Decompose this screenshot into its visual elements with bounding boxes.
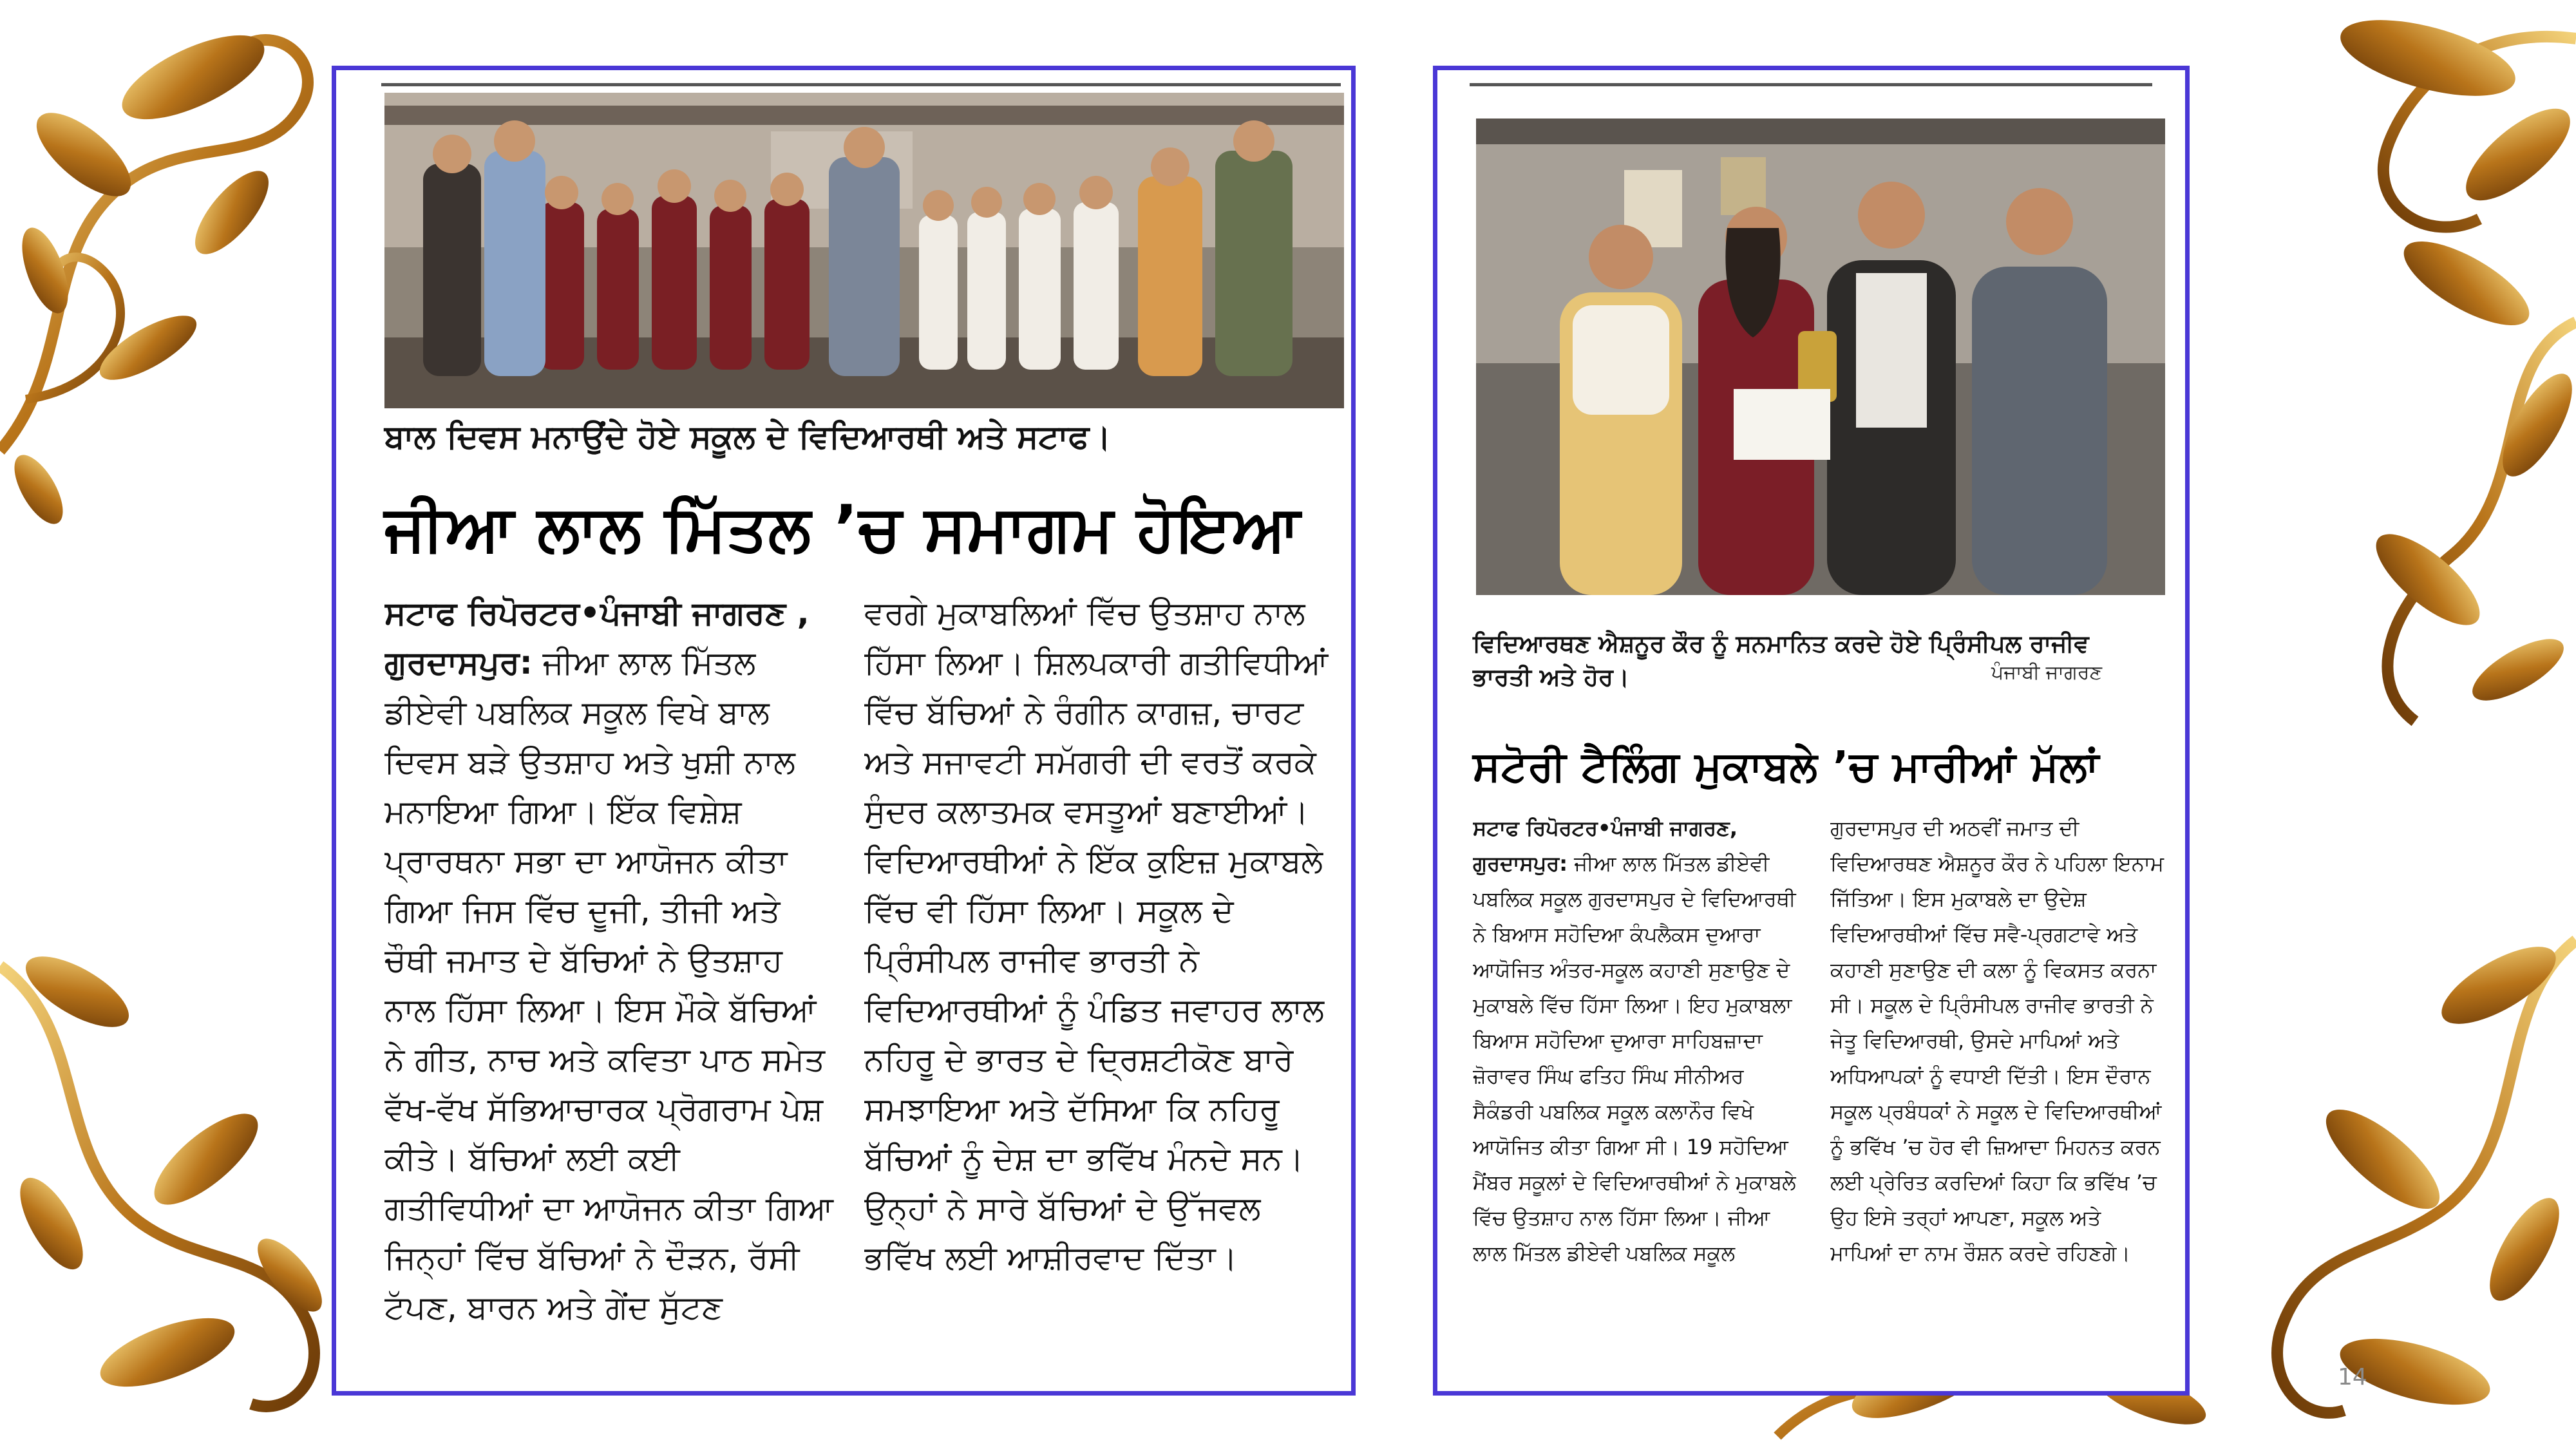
top-rule — [381, 83, 1341, 86]
children-day-group-photo — [384, 93, 1344, 408]
article-column-2 — [864, 589, 1334, 1387]
newspaper-clipping-children-day — [332, 66, 1356, 1396]
floral-ornament-bottom-left — [0, 889, 361, 1449]
article-byline: ਸਟਾਫ ਰਿਪੋਰਟਰ•ਪੰਜਾਬੀ ਜਾਗਰਣ, ਗੁਰਦਾਸਪੁਰ: — [1473, 816, 1738, 876]
article-text-column-1: ਜੀਆ ਲਾਲ ਮਿੱਤਲ ਡੀਏਵੀ ਪਬਲਿਕ ਸਕੂਲ ਵਿਖੇ ਬਾਲ ਦਿਵਸ ਬੜੇ ਉਤਸ਼ਾਹ ਅਤੇ ਖੁਸ਼ੀ ਨਾਲ ਮਨਾਇਆ ਗਿਆ। ਇੱਕ ਵਿਸ਼ੇਸ਼ ਪ੍ਰਾਰਥਨਾ ਸਭਾ ਦਾ ਆਯੋਜਨ ਕੀਤਾ ਗਿਆ ਜਿਸ ਵਿੱਚ ਦੂਜੀ, ਤੀਜੀ ਅਤੇ ਚੌਥੀ ਜਮਾਤ ਦੇ ਬੱਚਿਆਂ ਨੇ ਉਤਸ਼ਾਹ ਨਾਲ ਹਿੱਸਾ ਲਿਆ। ਇਸ ਮੌਕੇ ਬੱਚਿਆਂ ਨੇ ਗੀਤ, ਨਾਚ ਅਤੇ ਕਵਿਤਾ ਪਾਠ ਸਮੇਤ ਵੱਖ-ਵੱਖ ਸੱਭਿਆਚਾਰਕ ਪ੍ਰੋਗਰਾਮ ਪੇਸ਼ ਕੀਤੇ। ਬੱਚਿਆਂ ਲਈ ਕਈ ਗਤੀਵਿਧੀਆਂ ਦਾ ਆਯੋਜਨ ਕੀਤਾ ਗਿਆ ਜਿਨ੍ਹਾਂ ਵਿੱਚ ਬੱਚਿਆਂ ਨੇ ਦੌੜਨ, ਰੱਸੀ ਟੱਪਣ, ਬਾਰਨ ਅਤੇ ਗੇਂਦ ਸੁੱਟਣ — [384, 644, 834, 1326]
article-column-1 — [384, 589, 835, 1387]
newspaper-clipping-story-telling — [1433, 66, 2190, 1396]
floral-ornament-bottom-right — [2190, 889, 2576, 1449]
article-byline: ਸਟਾਫ ਰਿਪੋਰਟਰ•ਪੰਜਾਬੀ ਜਾਗਰਣ , ਗੁਰਦਾਸਪੁਰ: — [384, 594, 810, 681]
slide-page-number: 14 — [2338, 1364, 2367, 1390]
article-column-2 — [1830, 811, 2165, 1390]
photo-credit: ਪੰਜਾਬੀ ਜਾਗਰਣ — [1991, 661, 2102, 684]
article-column-1 — [1473, 811, 1808, 1390]
photo-caption: ਵਿਦਿਆਰਥਣ ਐਸ਼ਨੂਰ ਕੌਰ ਨੂੰ ਸਨਮਾਨਿਤ ਕਰਦੇ ਹੋਏ ਪ੍ਰਿੰਸੀਪਲ ਰਾਜੀਵ ਭਾਰਤੀ ਅਤੇ ਹੋਰ। — [1473, 630, 2089, 691]
article-headline: ਸਟੋਰੀ ਟੈਲਿੰਗ ਮੁਕਾਬਲੇ ’ਚ ਮਾਰੀਆਂ ਮੱਲਾਂ — [1473, 743, 2099, 791]
award-ceremony-photo — [1476, 118, 2165, 595]
photo-caption: ਬਾਲ ਦਿਵਸ ਮਨਾਉਂਦੇ ਹੋਏ ਸਕੂਲ ਦੇ ਵਿਦਿਆਰਥੀ ਅਤੇ ਸਟਾਫ। — [384, 418, 1112, 455]
top-rule — [1470, 83, 2152, 86]
article-text-column-2: ਗੁਰਦਾਸਪੁਰ ਦੀ ਅਠਵੀਂ ਜਮਾਤ ਦੀ ਵਿਦਿਆਰਥਣ ਐਸ਼ਨੂਰ ਕੌਰ ਨੇ ਪਹਿਲਾ ਇਨਾਮ ਜਿੱਤਿਆ। ਇਸ ਮੁਕਾਬਲੇ ਦਾ ਉਦੇਸ਼ ਵਿਦਿਆਰਥੀਆਂ ਵਿੱਚ ਸਵੈ-ਪ੍ਰਗਟਾਵੇ ਅਤੇ ਕਹਾਣੀ ਸੁਣਾਉਣ ਦੀ ਕਲਾ ਨੂੰ ਵਿਕਸਤ ਕਰਨਾ ਸੀ। ਸਕੂਲ ਦੇ ਪ੍ਰਿੰਸੀਪਲ ਰਾਜੀਵ ਭਾਰਤੀ ਨੇ ਜੇਤੂ ਵਿਦਿਆਰਥੀ, ਉਸਦੇ ਮਾਪਿਆਂ ਅਤੇ ਅਧਿਆਪਕਾਂ ਨੂੰ ਵਧਾਈ ਦਿੱਤੀ। ਇਸ ਦੌਰਾਨ ਸਕੂਲ ਪ੍ਰਬੰਧਕਾਂ ਨੇ ਸਕੂਲ ਦੇ ਵਿਦਿਆਰਥੀਆਂ ਨੂੰ ਭਵਿੱਖ ’ਚ ਹੋਰ ਵੀ ਜ਼ਿਆਦਾ ਮਿਹਨਤ ਕਰਨ ਲਈ ਪ੍ਰੇਰਿਤ ਕਰਦਿਆਂ ਕਿਹਾ ਕਿ ਭਵਿੱਖ ’ਚ ਉਹ ਇਸੇ ਤਰ੍ਹਾਂ ਆਪਣਾ, ਸਕੂਲ ਅਤੇ ਮਾਪਿਆਂ ਦਾ ਨਾਮ ਰੌਸ਼ਨ ਕਰਦੇ ਰਹਿਣਗੇ। — [1830, 816, 2164, 1265]
article-text-column-1: ਜੀਆ ਲਾਲ ਮਿੱਤਲ ਡੀਏਵੀ ਪਬਲਿਕ ਸਕੂਲ ਗੁਰਦਾਸਪੁਰ ਦੇ ਵਿਦਿਆਰਥੀ ਨੇ ਬਿਆਸ ਸਹੋਦਿਆ ਕੰਪਲੈਕਸ ਦੁਆਰਾ ਆਯੋਜਿਤ ਅੰਤਰ-ਸਕੂਲ ਕਹਾਣੀ ਸੁਣਾਉਣ ਦੇ ਮੁਕਾਬਲੇ ਵਿੱਚ ਹਿੱਸਾ ਲਿਆ। ਇਹ ਮੁਕਾਬਲਾ ਬਿਆਸ ਸਹੋਦਿਆ ਦੁਆਰਾ ਸਾਹਿਬਜ਼ਾਦਾ ਜ਼ੋਰਾਵਰ ਸਿੰਘ ਫਤਿਹ ਸਿੰਘ ਸੀਨੀਅਰ ਸੈਕੰਡਰੀ ਪਬਲਿਕ ਸਕੂਲ ਕਲਾਨੌਰ ਵਿਖੇ ਆਯੋਜਿਤ ਕੀਤਾ ਗਿਆ ਸੀ। 19 ਸਹੋਦਿਆ ਮੈਂਬਰ ਸਕੂਲਾਂ ਦੇ ਵਿਦਿਆਰਥੀਆਂ ਨੇ ਮੁਕਾਬਲੇ ਵਿੱਚ ਉਤਸ਼ਾਹ ਨਾਲ ਹਿੱਸਾ ਲਿਆ। ਜੀਆ ਲਾਲ ਮਿੱਤਲ ਡੀਏਵੀ ਪਬਲਿਕ ਸਕੂਲ — [1473, 851, 1796, 1265]
article-headline: ਜੀਆ ਲਾਲ ਮਿੱਤਲ ’ਚ ਸਮਾਗਮ ਹੋਇਆ — [384, 492, 1301, 565]
article-text-column-2: ਵਰਗੇ ਮੁਕਾਬਲਿਆਂ ਵਿੱਚ ਉਤਸ਼ਾਹ ਨਾਲ ਹਿੱਸਾ ਲਿਆ। ਸ਼ਿਲਪਕਾਰੀ ਗਤੀਵਿਧੀਆਂ ਵਿੱਚ ਬੱਚਿਆਂ ਨੇ ਰੰਗੀਨ ਕਾਗਜ਼, ਚਾਰਟ ਅਤੇ ਸਜਾਵਟੀ ਸਮੱਗਰੀ ਦੀ ਵਰਤੋਂ ਕਰਕੇ ਸੁੰਦਰ ਕਲਾਤਮਕ ਵਸਤੂਆਂ ਬਣਾਈਆਂ। ਵਿਦਿਆਰਥੀਆਂ ਨੇ ਇੱਕ ਕੁਇਜ਼ ਮੁਕਾਬਲੇ ਵਿੱਚ ਵੀ ਹਿੱਸਾ ਲਿਆ। ਸਕੂਲ ਦੇ ਪ੍ਰਿੰਸੀਪਲ ਰਾਜੀਵ ਭਾਰਤੀ ਨੇ ਵਿਦਿਆਰਥੀਆਂ ਨੂੰ ਪੰਡਿਤ ਜਵਾਹਰ ਲਾਲ ਨਹਿਰੂ ਦੇ ਭਾਰਤ ਦੇ ਦ੍ਰਿਸ਼ਟੀਕੋਣ ਬਾਰੇ ਸਮਝਾਇਆ ਅਤੇ ਦੱਸਿਆ ਕਿ ਨਹਿਰੂ ਬੱਚਿਆਂ ਨੂੰ ਦੇਸ਼ ਦਾ ਭਵਿੱਖ ਮੰਨਦੇ ਸਨ। ਉਨ੍ਹਾਂ ਨੇ ਸਾਰੇ ਬੱਚਿਆਂ ਦੇ ਉੱਜਵਲ ਭਵਿੱਖ ਲਈ ਆਸ਼ੀਰਵਾਦ ਦਿੱਤਾ। — [864, 594, 1329, 1276]
floral-ornament-top-left — [0, 0, 361, 528]
